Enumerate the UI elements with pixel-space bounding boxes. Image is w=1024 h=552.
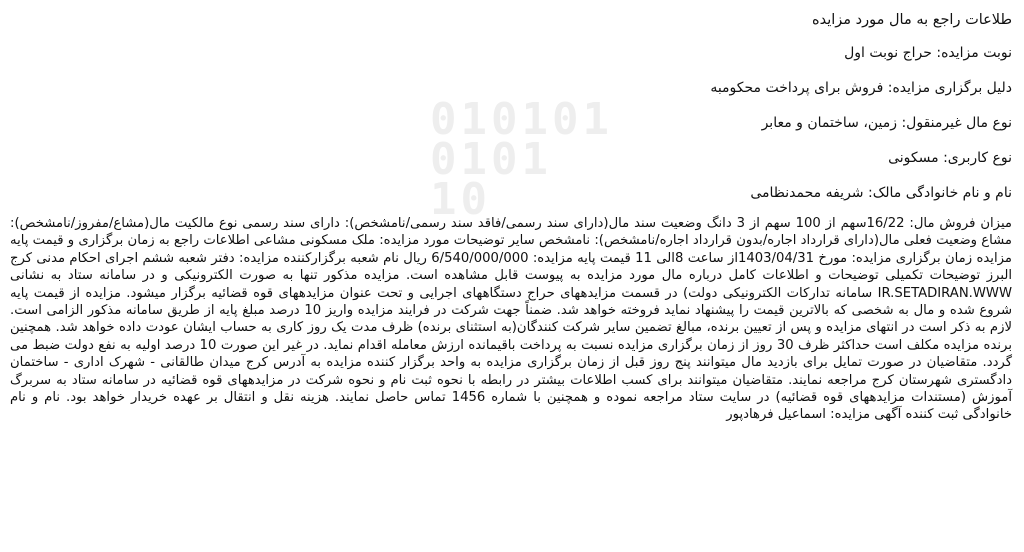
field-label: دلیل برگزاری مزایده:: [887, 80, 1012, 96]
document-title: طلاعات راجع به مال مورد مزایده: [812, 12, 1012, 28]
field-label: نوع مال غیرمنقول:: [901, 115, 1012, 131]
watermark-line: 0101: [430, 134, 552, 185]
field-property-type: [10, 106, 1012, 141]
notice-body-paragraph: میزان فروش مال: 16/22سهم از 100 سهم از 3 دانگ وضعیت سند مال(دارای سند رسمی/فاقد سند رسمی/نامشخص): دارای سند رسمی نوع مالکیت مال(مشاع/مفروز/نامشخص): مشاع وضعیت فعلی مال(دارای قرارداد اجاره/بدون قرارداد اجاره/نامشخص): نامشخص سایر توضیحات مورد مزایده: ملک مسکونی مشاعی اطلاعات راجع به زمان برگزاری و قیمت پایه مزایده زمان برگزاری مزایده: مورخ 1403/04/31از ساعت 8الی 11 قیمت پایه مزایده: 6/540/000/000 ریال نام شعبه برگزارکننده مزایده: دفتر شعبه ششم اجرای احکام مدنی کرج البرز توضیحات تکمیلی توضیحات و اطلاعات کامل درباره مال مورد مزایده به پیوست قابل مشاهده است. مزایده مذکور تنها به صورت الکترونیکی و در سامانه ستاد به نشانی IR.SETADIRAN.WWW سامانه تدارکات الکترونیکی دولت) در قسمت مزایدههای حراج دستگاههای اجرایی و تحت عنوان مزایدههای قوه قضائیه برگزار میشود. مزایده از قیمت پایه شروع شده و مال به شخصی که بالاترین قیمت را پیشنهاد نماید فروخته خواهد شد. ضمناً جهت شرکت در فرایند مزایده واریز 10 درصد مبلغ پایه از طریق سامانه مذکور الزامی است. لازم به ذکر است در انتهای مزایده و پس از تعیین برنده، مبالغ تضمین سایر شرکت کنندگان(به استثنای برنده) ظرف مدت یک روز کاری به حساب ایشان عودت داده خواهد شد. همچنین برنده مزایده مکلف است حداکثر ظرف 30 روز از زمان برگزاری مزایده نسبت به پرداخت باقیمانده ارزش معامله اقدام نماید. در غیر این صورت 10 درصد اولیه به نفع دولت ضبط می گردد. متقاضیان در صورت تمایل برای بازدید مال میتوانند پنج روز قبل از زمان برگزاری مزایده به واحد برگزار کننده مزایده به آدرس کرج میدان طالقانی - شهرک اداری - ساختمان دادگستری شهرستان کرج مراجعه نمایند. متقاضیان میتوانند برای کسب اطلاعات بیشتر در رابطه با نحوه ثبت نام و نحوه شرکت در مزایدههای قوه قضائیه در سامانه ستاد به سربرگ آموزش (مستندات مزایدههای قوه قضائیه) در سایت ستاد مراجعه نموده و همچنین با شماره 1456 تماس حاصل نمایند. هزینه نقل و انتقال بر عهده خریدار خواهد بود. نام و نام خانوادگی ثبت کننده آگهی مزایده: اسماعیل فرهادپور: [10, 216, 1013, 423]
field-auction-reason: [10, 71, 1012, 106]
watermark-line: 010101: [430, 94, 613, 145]
field-owner-name: [10, 176, 1012, 211]
field-usage-type: [10, 141, 1012, 176]
field-auction-round: [10, 36, 1012, 71]
field-value: مسکونی: [888, 150, 939, 166]
field-label: نوع کاربری:: [943, 150, 1012, 166]
watermark-line: 10: [430, 174, 491, 225]
field-value: شریفه محمدنظامی: [750, 185, 864, 201]
field-value: فروش برای پرداخت محکومبه: [710, 80, 884, 96]
field-value: حراج نوبت اول: [844, 45, 932, 61]
field-label: نوبت مزایده:: [936, 45, 1012, 61]
field-value: زمین، ساختمان و معابر: [761, 115, 898, 131]
field-label: نام و نام خانوادگی مالک:: [867, 185, 1012, 201]
